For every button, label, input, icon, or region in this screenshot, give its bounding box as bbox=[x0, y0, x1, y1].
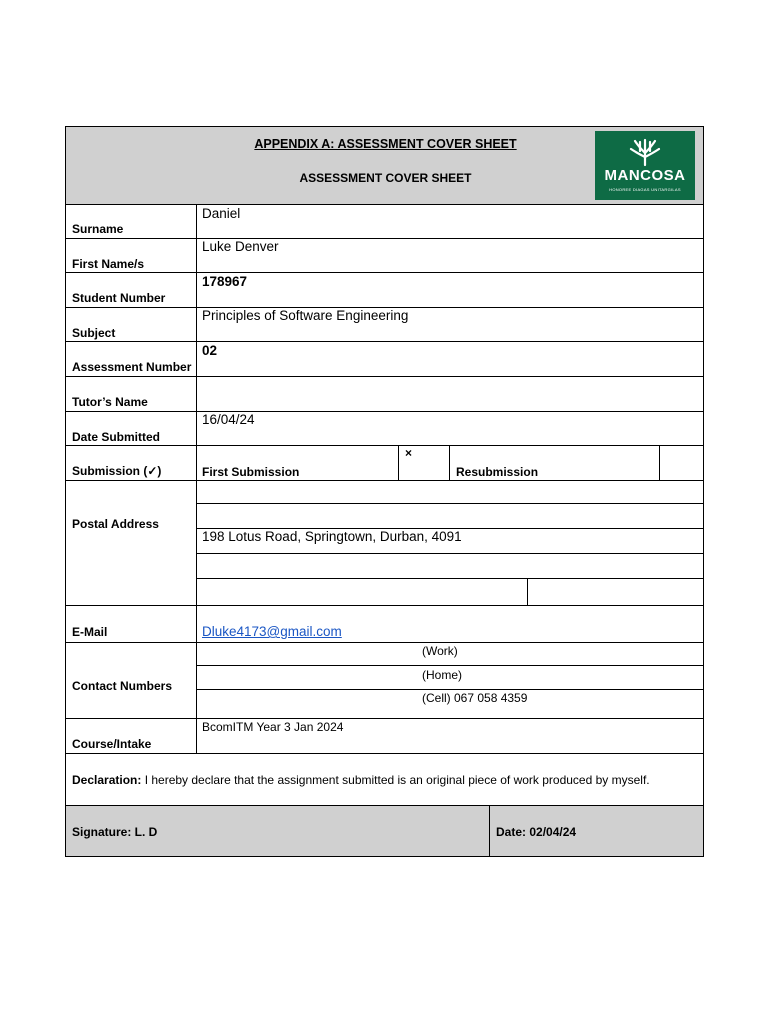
tutor-name-label: Tutor’s Name bbox=[72, 395, 148, 409]
logo-wordmark: MANCOSA bbox=[604, 167, 686, 184]
assessment-cover-sheet bbox=[65, 126, 704, 857]
declaration bbox=[72, 773, 650, 787]
home-phone[interactable]: (Home) bbox=[422, 668, 463, 682]
student-number-label: Student Number bbox=[72, 291, 166, 305]
course-intake-label: Course/Intake bbox=[72, 737, 152, 751]
cell-phone[interactable]: (Cell) 067 058 4359 bbox=[422, 691, 528, 705]
assessment-number-value[interactable]: 02 bbox=[202, 343, 218, 358]
footer-background bbox=[66, 806, 703, 856]
date-submitted-label: Date Submitted bbox=[72, 430, 161, 444]
signature: Signature: L. D bbox=[72, 825, 158, 839]
resubmission-checkbox[interactable] bbox=[666, 446, 702, 479]
mancosa-logo bbox=[595, 131, 695, 200]
date-submitted-value[interactable]: 16/04/24 bbox=[202, 412, 255, 427]
tree-logo-icon bbox=[595, 137, 695, 167]
first-submission-checkbox[interactable]: × bbox=[405, 446, 413, 460]
first-names-value[interactable]: Luke Denver bbox=[202, 239, 279, 254]
resubmission-label: Resubmission bbox=[456, 465, 539, 479]
postal-address-label: Postal Address bbox=[72, 517, 159, 531]
signature-date: Date: 02/04/24 bbox=[496, 825, 577, 839]
submission-label: Submission (✓) bbox=[72, 464, 162, 478]
sheet-title: ASSESSMENT COVER SHEET bbox=[299, 171, 472, 185]
assessment-number-label: Assessment Number bbox=[72, 360, 192, 374]
subject-label: Subject bbox=[72, 326, 116, 340]
postal-line-3[interactable]: 198 Lotus Road, Springtown, Durban, 4091 bbox=[202, 529, 462, 544]
course-intake-value[interactable]: BcomITM Year 3 Jan 2024 bbox=[202, 720, 344, 734]
appendix-title: APPENDIX A: ASSESSMENT COVER SHEET bbox=[254, 137, 517, 151]
work-phone[interactable]: (Work) bbox=[422, 644, 458, 658]
contact-numbers-label: Contact Numbers bbox=[72, 679, 173, 693]
first-names-label: First Name/s bbox=[72, 257, 145, 271]
surname-label: Surname bbox=[72, 222, 124, 236]
surname-value[interactable]: Daniel bbox=[202, 206, 241, 221]
subject-value[interactable]: Principles of Software Engineering bbox=[202, 308, 409, 323]
student-number-value[interactable]: 178967 bbox=[202, 274, 248, 289]
email-label: E-Mail bbox=[72, 625, 108, 639]
declaration-text: I hereby declare that the assignment submitted is an original piece of work produced by myself. bbox=[141, 773, 650, 787]
email-link[interactable]: Dluke4173@gmail.com bbox=[202, 624, 342, 639]
logo-tagline: HONOREE DIAGAS UNITARGILAS bbox=[609, 187, 681, 192]
first-submission-label: First Submission bbox=[202, 465, 300, 479]
declaration-label: Declaration: bbox=[72, 773, 142, 787]
